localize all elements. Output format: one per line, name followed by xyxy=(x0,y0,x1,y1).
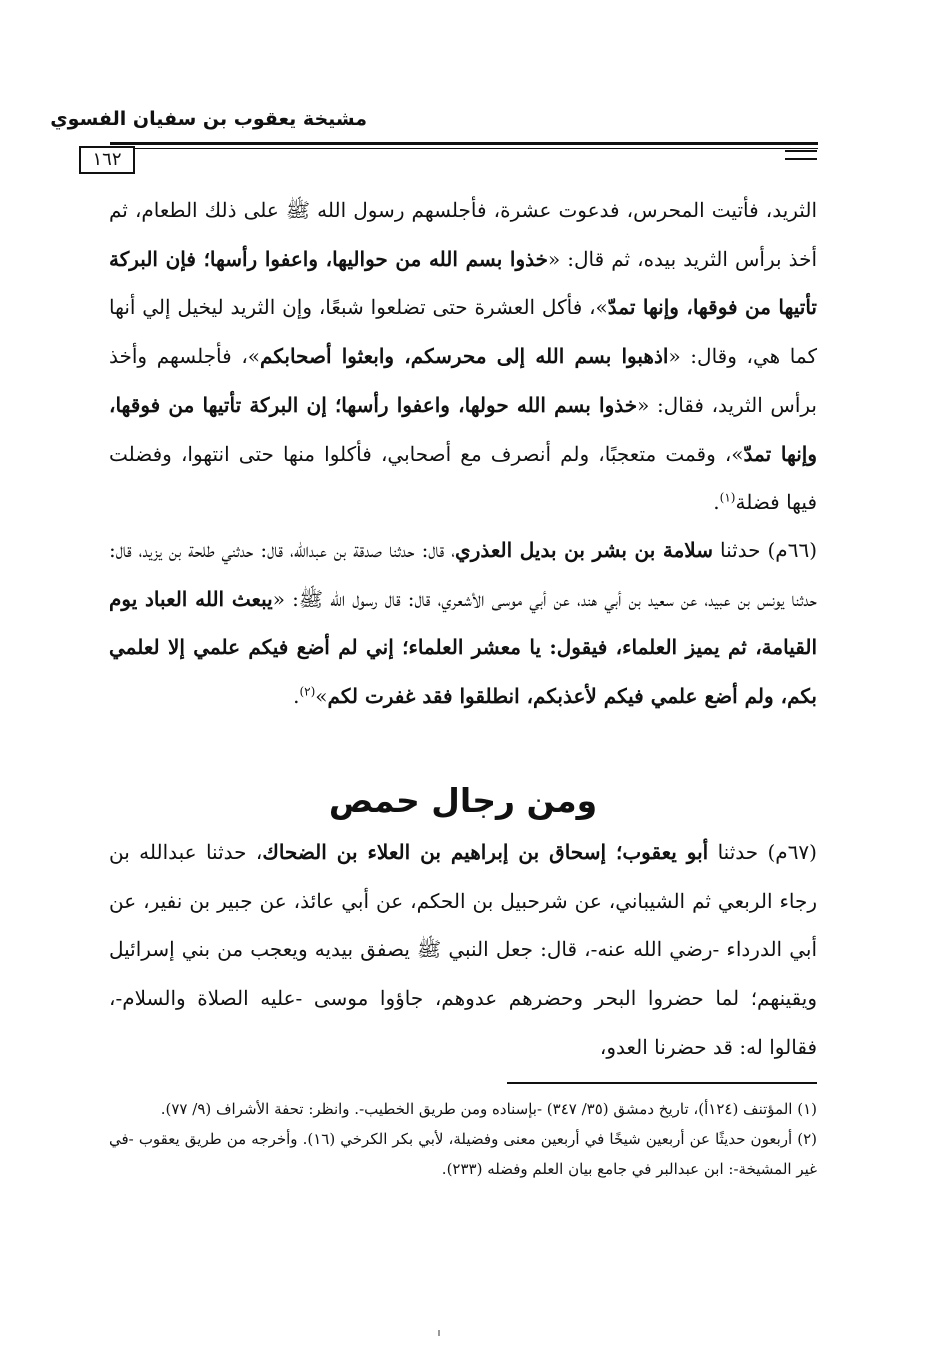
paragraph-hadith-continuation xyxy=(109,186,817,526)
prophetic-saying: خذوا بسم الله حولها، واعفوا رأسها؛ إن البركة تأتيها من فوقها، وإنها تمدّ xyxy=(109,392,817,466)
quote-close: » xyxy=(315,684,328,709)
footnote-ref-2: (٢) xyxy=(299,684,316,699)
footnote-separator xyxy=(507,1082,817,1084)
section-heading: ومن رجال حمص xyxy=(328,781,598,820)
paragraph-hadith-67 xyxy=(109,828,817,1078)
period: . xyxy=(713,490,720,515)
prophetic-saying: خذوا بسم الله من حواليها، واعفوا رأسها؛ فإن البركة تأتيها من فوقها، وإنها تمدّ xyxy=(109,246,817,320)
page-number-rule xyxy=(785,150,817,160)
prophetic-saying: يبعث الله العباد يوم القيامة، ثم يميز العلماء، فيقول: يا معشر العلماء؛ إني لم أضع فيكم علمي إلا لعلمي بكم، ولم أضع علمي فيكم لأعذبكم، انطلقوا فقد غفرت لكم xyxy=(109,586,817,709)
footnote-1: (١) المؤتنف (١٢٤أ)، تاريخ دمشق (٣٥/ ٣٤٧) -بإسناده ومن طريق الخطيب-. وانظر: تحفة الأشراف (٩/ ٧٧). xyxy=(160,1100,817,1118)
hadith-number: (٦٦م) حدثنا xyxy=(713,538,817,562)
narrator-name: سلامة بن بشر بن بديل العذري xyxy=(455,538,713,562)
narration-text: »، فأجلسهم وأخذ برأس الثريد، فقال: « xyxy=(109,344,817,417)
footnotes xyxy=(109,1094,817,1184)
footnote-ref-1: (١) xyxy=(719,490,736,505)
prophetic-saying: اذهبوا بسم الله إلى محرسكم، وابعثوا أصحابكم xyxy=(260,344,669,369)
header-rule xyxy=(110,142,818,149)
narration-text: »، فأكل العشرة حتى تضلعوا شبعًا، وإن الثريد ليخيل إلي أنها كما هي، وقال: « xyxy=(109,295,817,369)
isnad-text: ، حدثنا عبدالله بن رجاء الربعي ثم الشيباني، عن شرحبيل بن الحكم، عن أبي عائذ، عن جبير بن نفير، عن أبي الدرداء -رضي الله عنه-، قال: جعل النبي ﷺ يصفق بيديه ويعجب من بني إسرائيل ويقينهم؛ لما حضروا البحر وحضرهم عدوهم، جاؤوا موسى -عليه الصلاة والسلام-، فقالوا له: قد حضرنا العدو، xyxy=(109,840,817,1059)
running-header-title: مشيخة يعقوب بن سفيان الفسوي xyxy=(50,108,367,130)
narration-text: »، وقمت متعجبًا، ولم أنصرف مع أصحابي، فأكلوا منها حتى انتهوا، وفضلت فيها فضلة xyxy=(109,441,817,515)
hadith-number: (٦٧م) حدثنا xyxy=(708,840,817,864)
scan-mark xyxy=(438,1330,440,1336)
page-number: ١٦٢ xyxy=(79,146,135,174)
narrator-name: أبو يعقوب؛ إسحاق بن إبراهيم بن العلاء بن الضحاك xyxy=(262,840,709,864)
footnote-2: (٢) أربعون حديثًا عن أربعين شيخًا في أربعين معنى وفضيلة، لأبي بكر الكرخي (١٦). وأخرجه من طريق يعقوب -في غير المشيخة-: ابن عبدالبر في جامع بيان العلم وفضله (٢٣٣). xyxy=(109,1130,817,1178)
narration-text: الثريد، فأتيت المحرس، فدعوت عشرة، فأجلسهم رسول الله ﷺ على ذلك الطعام، ثم أخذ برأس الثريد بيده، ثم قال: « xyxy=(109,198,817,271)
period: . xyxy=(293,684,300,709)
paragraph-hadith-66 xyxy=(109,526,817,771)
isnad-text: ، قال: حدثنا صدقة بن عبدالله، قال: حدثني طلحة بن يزيد، قال: حدثنا يونس بن عبيد، عن سعيد بن أبي هند، عن أبي موسى الأشعري، قال: قال رسول الله ﷺ: « xyxy=(109,538,818,611)
